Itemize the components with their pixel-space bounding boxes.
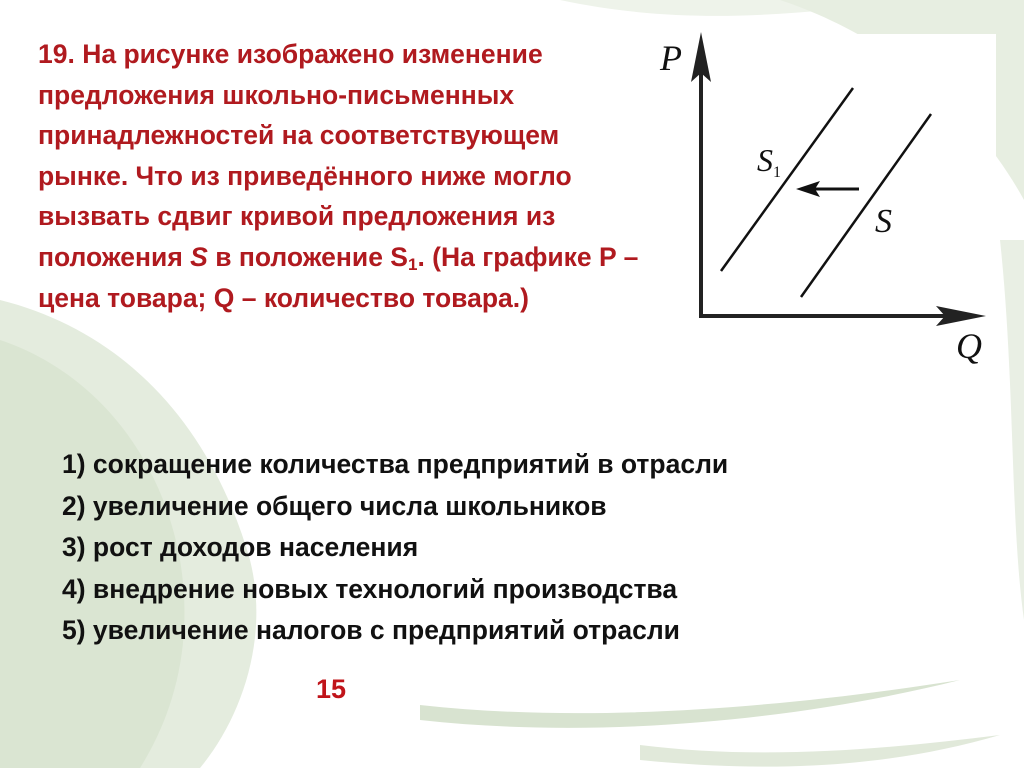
answer-option-3: 3) рост доходов населения (62, 532, 419, 562)
q-axis-label: Q (956, 326, 982, 366)
page-number: 15 (316, 674, 347, 704)
s1-subscript: 1 (407, 254, 418, 274)
s-symbol: S (190, 241, 208, 272)
s1-curve-label: $S_1$ (757, 142, 781, 181)
graph-background (690, 34, 996, 334)
s-curve-label: S (875, 203, 892, 240)
question-text: 19. На рисунке изображено изменение предложения школьно-письменных принадлежностей на соответствующем рынке. Что из приведённого ниже могло вызвать сдвиг кривой предложения из положения S в положение $S_1$. (На графике P – цена товара; Q – количество товара.) (38, 39, 639, 313)
p-axis-label: P (660, 38, 682, 78)
answer-option-1: 1) сокращение количества предприятий в отрасли (62, 449, 729, 479)
answer-option-4: 4) внедрение новых технологий производства (62, 573, 678, 604)
answer-list (62, 444, 728, 652)
answer-option-2: 2) увеличение общего числа школьников (62, 490, 607, 521)
answer-option-5: 5) увеличение налогов с предприятий отрасли (62, 615, 680, 645)
